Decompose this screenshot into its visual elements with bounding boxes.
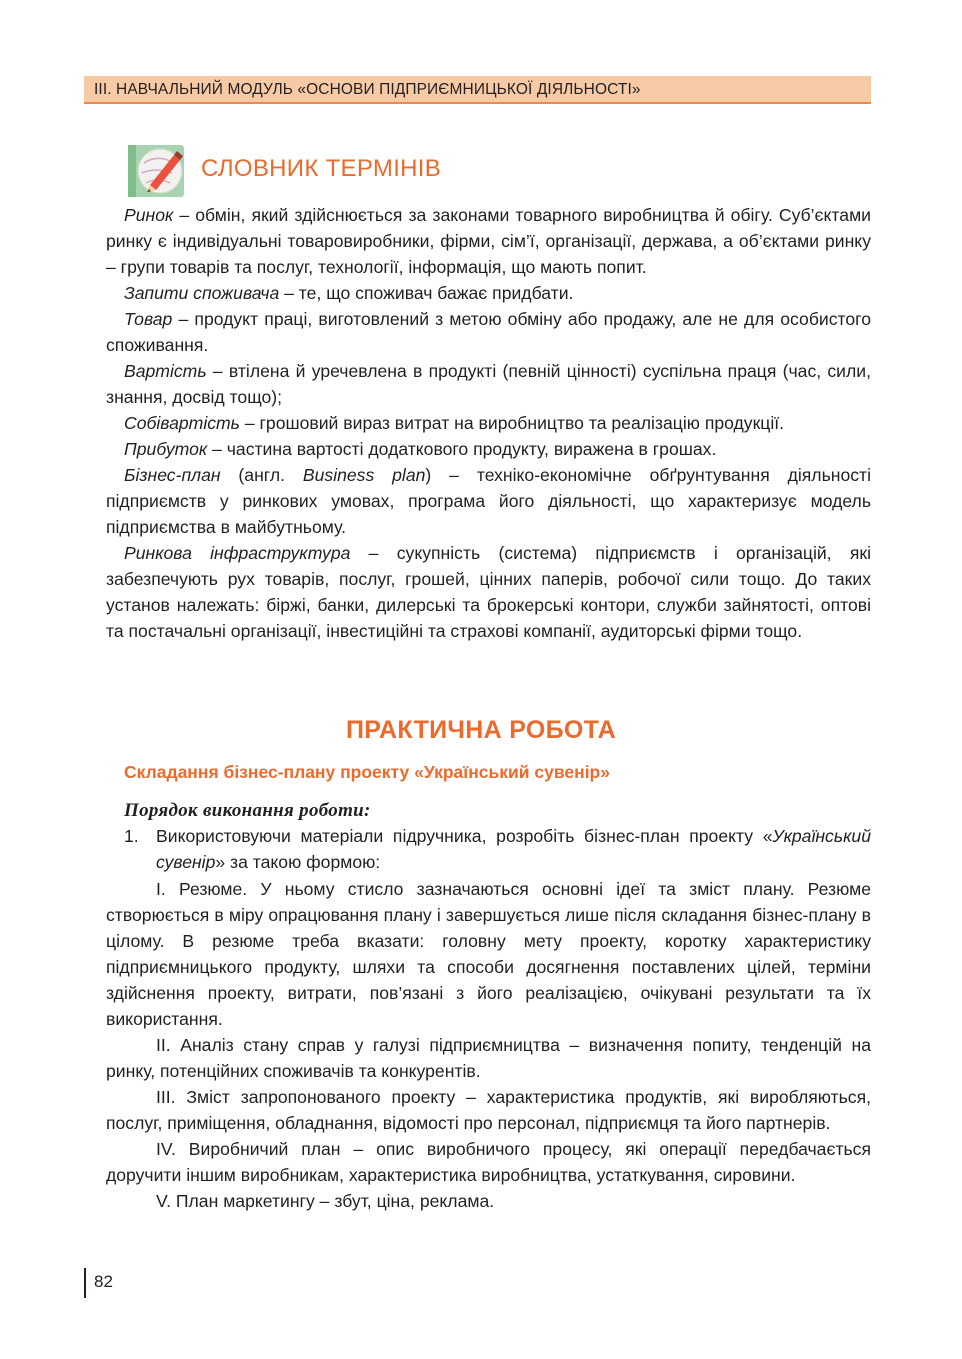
term-definition: – обмін, який здійснюється за законами товарного виробництва й обігу. Суб’єктами ринку є індивідуальні товаровиробники, фірми, сім’ї, організації, держава, а об’єктами ринку – групи товарів та послуг, технології, інформація, що мають попит. (106, 205, 871, 277)
dictionary-terms (106, 202, 871, 644)
step-text-start: Використовуючи матеріали підручника, розробіть бізнес-план проекту « (156, 826, 773, 846)
step-text (156, 823, 871, 875)
term-definition: – грошовий вираз витрат на виробництво та реалізацію продукції. (239, 413, 785, 433)
term-entry (106, 410, 871, 436)
running-header (84, 76, 871, 104)
term-name: Вартість (124, 361, 207, 381)
business-plan-sections (106, 876, 871, 1214)
term-name: Ринок (124, 205, 174, 225)
plan-section: І. Резюме. У ньому стисло зазначаються основні ідеї та зміст плану. Резюме створюється в міру опрацювання плану і завершується лише після складання бізнес-плану в цілому. В резюме треба вказати: головну мету проекту, коротку характеристику підприємницького продукту, шляхи та способи досягнення поставлених цілей, терміни здійснення проекту, витрати, пов’язані з його реалізацією, очікувані результати та їх використання. (106, 879, 871, 1029)
running-header-title: ІІІ. НАВЧАЛЬНИЙ МОДУЛЬ «ОСНОВИ ПІДПРИЄМНИЦЬКОЇ ДІЯЛЬНОСТІ» (94, 81, 641, 98)
practice-subtitle: Складання бізнес-плану проекту «Український сувенір» (124, 762, 610, 782)
plan-section: IV. Виробничий план – опис виробничого процесу, які операції передбачається доручити іншим виробникам, характеристика виробництва, устаткування, сировини. (106, 1139, 871, 1185)
term-name: Запити споживача (124, 283, 280, 303)
term-name: Прибуток (124, 439, 208, 459)
dictionary-title: СЛОВНИК ТЕРМІНІВ (201, 155, 442, 182)
page-number-divider (84, 1268, 86, 1298)
term-entry (106, 358, 871, 410)
term-definition-prefix: (англ. (220, 465, 303, 485)
term-definition: – сукупність (система) підприємств і організацій, які забезпечують рух товарів, послуг, грошей, цінних паперів, робочої сили тощо. До таких установ належать: біржі, банки, дилерські та брокерські контори, служби зайнятості, оптові та постачальні організації, інвестиційні та страхові компанії, аудиторські фірми тощо. (106, 543, 871, 641)
term-name: Собівартість (124, 413, 240, 433)
page-number: 82 (94, 1272, 113, 1291)
order-heading: Порядок виконання роботи: (124, 800, 371, 821)
term-entry (106, 202, 871, 280)
term-name: Ринкова інфраструктура (124, 543, 351, 563)
plan-section: ІІІ. Зміст запропонованого проекту – характеристика продуктів, які виробляються, послуг, приміщення, обладнання, відомості про персонал, підприємця та його партнерів. (106, 1087, 871, 1133)
term-entry (106, 540, 871, 644)
term-definition: – частина вартості додаткового продукту, виражена в грошах. (207, 439, 717, 459)
plan-section: V. План маркетингу – збут, ціна, реклама. (156, 1191, 495, 1211)
term-definition: – втілена й уречевлена в продукті (певній цінності) суспільна праця (час, сили, знання, досвід тощо); (106, 361, 871, 407)
term-foreign-name: Business plan (302, 465, 426, 485)
step-number: 1. (124, 826, 139, 846)
term-entry (106, 280, 871, 306)
term-name: Товар (124, 309, 173, 329)
practice-title: ПРАКТИЧНА РОБОТА (346, 716, 616, 744)
term-entry (106, 306, 871, 358)
step-text-end: » за такою формою: (215, 852, 381, 872)
notebook-pencil-icon (126, 141, 188, 199)
step-project-name: Український сувенір (156, 826, 871, 872)
term-definition: – те, що споживач бажає придбати. (279, 283, 574, 303)
plan-section: ІІ. Аналіз стану справ у галузі підприємництва – визначення попиту, тенденцій на ринку, потенційних споживачів та конкурентів. (106, 1035, 871, 1081)
term-definition: – продукт праці, виготовлений з метою обміну або продажу, але не для особистого споживання. (106, 309, 871, 355)
term-entry (106, 462, 871, 540)
term-entry (106, 436, 871, 462)
term-definition: ) – техніко-економічне обґрунтування діяльності підприємств у ринкових умовах, програма його діяльності, що характеризує модель підприємства в майбутньому. (106, 465, 872, 537)
term-name: Бізнес-план (124, 465, 221, 485)
